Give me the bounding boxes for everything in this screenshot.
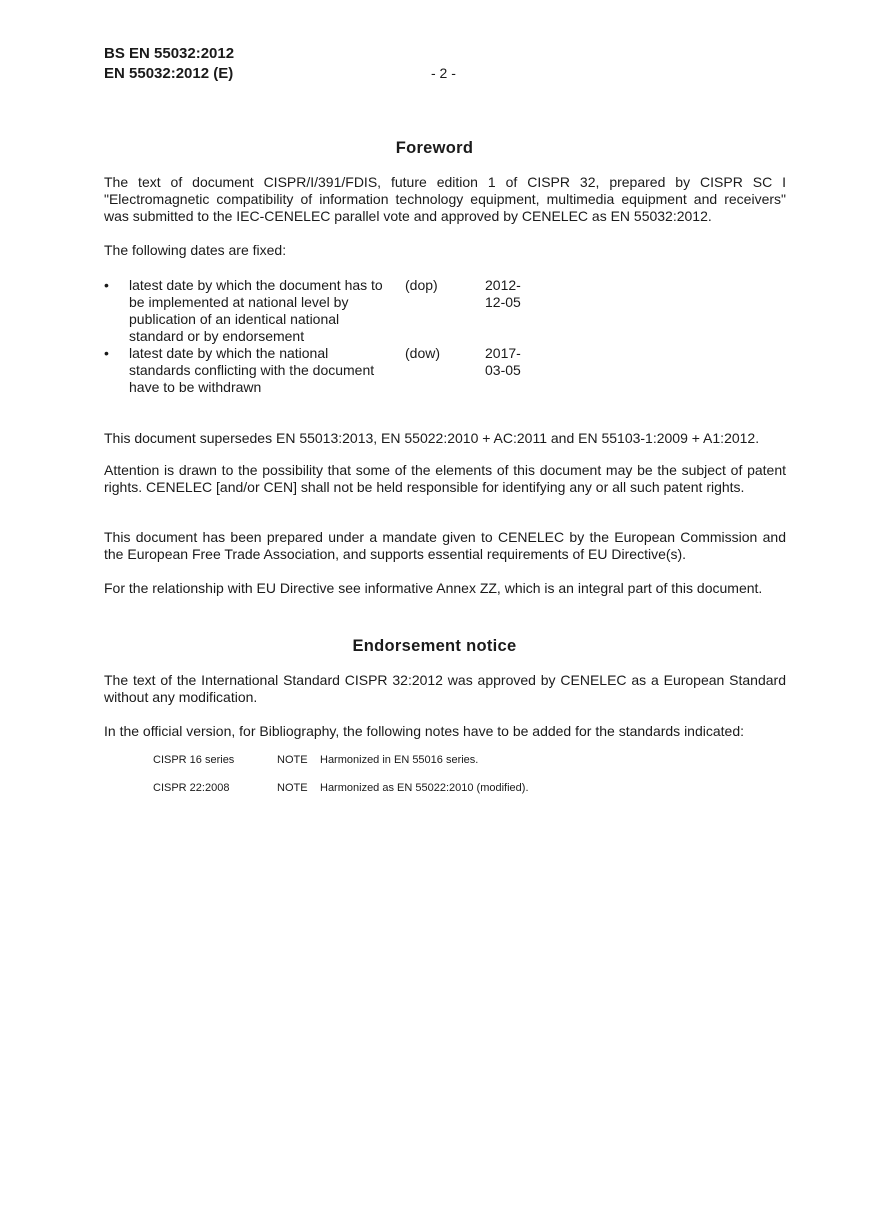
standard-designation-en: EN 55032:2012 (E) xyxy=(104,65,234,82)
bullet-icon: • xyxy=(104,277,109,293)
bullet-icon: • xyxy=(104,345,109,361)
date-item-text: latest date by which the document has to be implemented at national level by publication of an identical national standard or by endorsement xyxy=(129,277,383,344)
page-number: - 2 - xyxy=(431,65,456,81)
relationship-paragraph: For the relationship with EU Directive see informative Annex ZZ, which is an integral part of this document. xyxy=(104,580,763,596)
mandate-paragraph: This document has been prepared under a mandate given to CENELEC by the European Commission and the European Free Trade Association, and supports essential requirements of EU Directive(s). xyxy=(104,529,786,562)
endorsement-title: Endorsement notice xyxy=(352,637,517,655)
note-text: Harmonized in EN 55016 series. xyxy=(320,754,479,766)
supersedes-paragraph: This document supersedes EN 55013:2013, EN 55022:2010 + AC:2011 and EN 55103-1:2009 + A1:2012. xyxy=(104,430,760,446)
note-standard: CISPR 22:2008 xyxy=(153,782,230,794)
bibliography-intro: In the official version, for Bibliography, the following notes have to be added for the standards indicated: xyxy=(104,723,744,739)
note-standard: CISPR 16 series xyxy=(153,754,235,766)
date-item-date: 2017-03-05 xyxy=(485,345,521,378)
date-item-date: 2012-12-05 xyxy=(485,277,521,310)
dates-intro: The following dates are fixed: xyxy=(104,242,287,258)
endorsement-text: The text of the International Standard CISPR 32:2012 was approved by CENELEC as a European Standard without any modification. xyxy=(104,672,786,705)
foreword-title: Foreword xyxy=(395,139,474,157)
document-header xyxy=(104,44,234,84)
note-label: NOTE xyxy=(277,782,308,794)
foreword-intro: The text of document CISPR/I/391/FDIS, future edition 1 of CISPR 32, prepared by CISPR SC I "Electromagnetic compatibility of information technology equipment, multimedia equipment and receivers" was submitted to the IEC-CENELEC parallel vote and approved by CENELEC as EN 55032:2012. xyxy=(104,174,786,224)
note-text: Harmonized as EN 55022:2010 (modified). xyxy=(320,782,529,794)
note-label: NOTE xyxy=(277,754,308,766)
date-item-code: (dop) xyxy=(405,277,438,293)
standard-designation-bs: BS EN 55032:2012 xyxy=(104,45,235,62)
patent-paragraph: Attention is drawn to the possibility that some of the elements of this document may be the subject of patent rights. CENELEC [and/or CEN] shall not be held responsible for identifying any or all such patent rights. xyxy=(104,462,786,495)
date-item-text: latest date by which the national standards conflicting with the document have to be withdrawn xyxy=(129,345,375,395)
date-item-code: (dow) xyxy=(405,345,441,361)
